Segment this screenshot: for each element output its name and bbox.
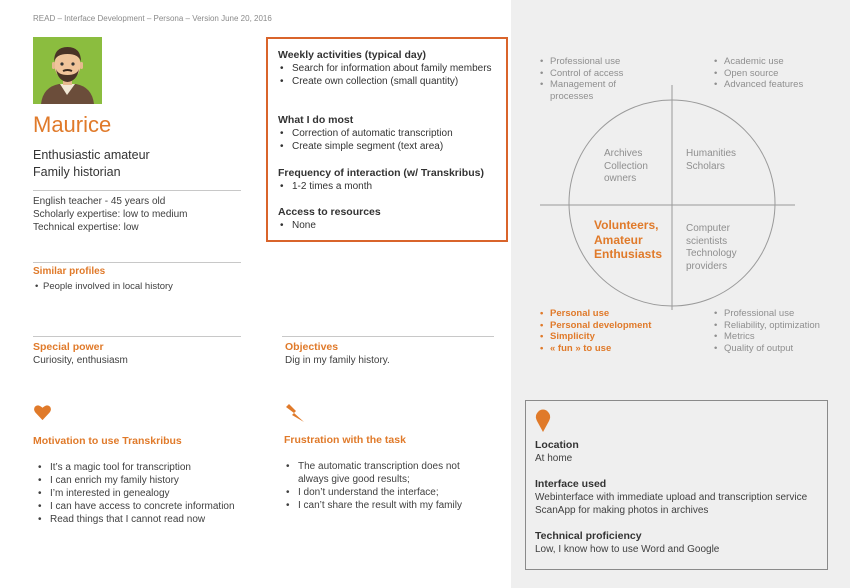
list-item: • I can enrich my family history [36,474,236,487]
persona-details [33,195,188,234]
list-item: • Professional use [538,56,648,68]
objectives-text: Dig in my family history. [285,355,390,366]
list-item: • I can have access to concrete information [36,500,236,513]
persona-role [33,147,150,181]
quadrant-label-line: Amateur [594,232,643,247]
list-item: • Academic use [712,56,832,68]
context-box [525,400,828,570]
motivation-title: Motivation to use Transkribus [33,435,182,447]
list-item: • Professional use [712,308,842,320]
interface-line: ScanApp for making photos in archives [535,505,709,516]
avatar [33,37,102,104]
objectives-title: Objectives [285,341,339,353]
persona-detail-technical: Technical expertise: low [33,222,139,233]
persona-detail-scholarly: Scholarly expertise: low to medium [33,209,188,220]
weekly-activities-title: Weekly activities (typical day) [278,49,427,61]
frustration-title: Frustration with the task [284,434,406,446]
list-item: • People involved in local history [33,280,253,293]
list-item: • It’s a magic tool for transcription [36,461,236,474]
what-i-do-most-title: What I do most [278,114,354,126]
list-item: • Reliability, optimization [712,320,842,332]
quadrant-label-line: owners [604,173,637,184]
quadrant-label-line: Technology [686,248,737,259]
divider [33,190,241,191]
quadrant-label-line: Enthusiasts [594,247,663,261]
weekly-activities-list [278,62,503,88]
divider [33,336,241,337]
document-header: READ – Interface Development – Persona – Version June 20, 2016 [33,14,272,23]
persona-illustration-icon [33,37,102,104]
list-item: • I can’t share the result with my family [284,499,464,512]
quadrant-label-line: Humanities [686,148,737,159]
list-item: • Management of processes [538,79,648,102]
quadrant-label-line: Volunteers, [594,218,659,232]
access-title: Access to resources [278,206,381,218]
list-item: • « fun » to use [538,343,668,355]
quadrant-label-line: Archives [604,148,643,159]
technical-proficiency-title: Technical proficiency [535,530,642,542]
quadrant-archives [604,148,648,186]
special-power-text: Curiosity, enthusiasm [33,355,128,366]
list-item: • Metrics [712,331,842,343]
list-item: • The automatic transcription does not always give good results; [284,460,464,486]
divider [282,336,494,337]
similar-profiles-title: Similar profiles [33,266,106,277]
frequency-list [278,180,503,193]
persona-name: Maurice [33,112,112,137]
persona-role-line-2: Family historian [33,165,121,179]
frustration-list [284,460,464,512]
list-item: • Create own collection (small quantity) [278,75,503,88]
what-i-do-most-section [278,114,503,153]
map-pin-icon [535,409,551,433]
access-list [278,219,503,232]
divider [33,262,241,263]
quadrant-label-line: Collection [604,160,648,172]
list-item: • Control of access [538,68,648,80]
list-item: • Advanced features [712,79,832,91]
location-text: At home [535,453,573,464]
list-item: • 1-2 times a month [278,180,503,193]
persona-role-line-1: Enthusiastic amateur [33,148,150,162]
list-item: • Create simple segment (text area) [278,140,503,153]
heart-icon [33,403,52,422]
quadrant-volunteers-highlighted [594,218,662,262]
list-item: • None [278,219,503,232]
list-item: • Personal use [538,308,668,320]
list-item: • I don’t understand the interface; [284,486,464,499]
list-item: • Correction of automatic transcription [278,127,503,140]
interface-used-title: Interface used [535,478,607,490]
motivation-list [36,461,236,526]
location-title: Location [535,439,579,451]
interface-used-text [535,491,825,517]
list-item: • Personal development [538,320,668,332]
frequency-section [278,167,503,193]
list-item: • I’m interested in genealogy [36,487,236,500]
matrix-bottom-right-list [712,308,842,354]
quadrant-label-line: Scholars [686,160,725,172]
persona-detail-occupation: English teacher - 45 years old [33,196,166,207]
access-section [278,206,503,232]
special-power-title: Special power [33,341,104,353]
frequency-title: Frequency of interaction (w/ Transkribus) [278,167,484,179]
interface-line: Webinterface with immediate upload and transcription service [535,492,808,503]
similar-profiles-list [33,280,253,293]
list-item: • Quality of output [712,343,842,355]
quadrant-label-line: scientists [686,235,728,247]
what-i-do-most-list [278,127,503,153]
matrix-bottom-left-list [538,308,668,354]
matrix-diagram [540,85,800,310]
quadrant-label-line: providers [686,260,728,272]
list-item: • Read things that I cannot read now [36,513,236,526]
activities-box [266,37,508,242]
quadrant-computer-scientists [686,223,737,273]
list-item: • Open source [712,68,832,80]
lightning-icon [285,402,307,424]
technical-proficiency-text: Low, I know how to use Word and Google [535,544,720,555]
list-item: • Simplicity [538,331,668,343]
quadrant-humanities [686,148,736,173]
list-item: • Search for information about family members [278,62,503,75]
quadrant-label-line: Computer [686,223,730,234]
weekly-activities-section [278,49,503,88]
